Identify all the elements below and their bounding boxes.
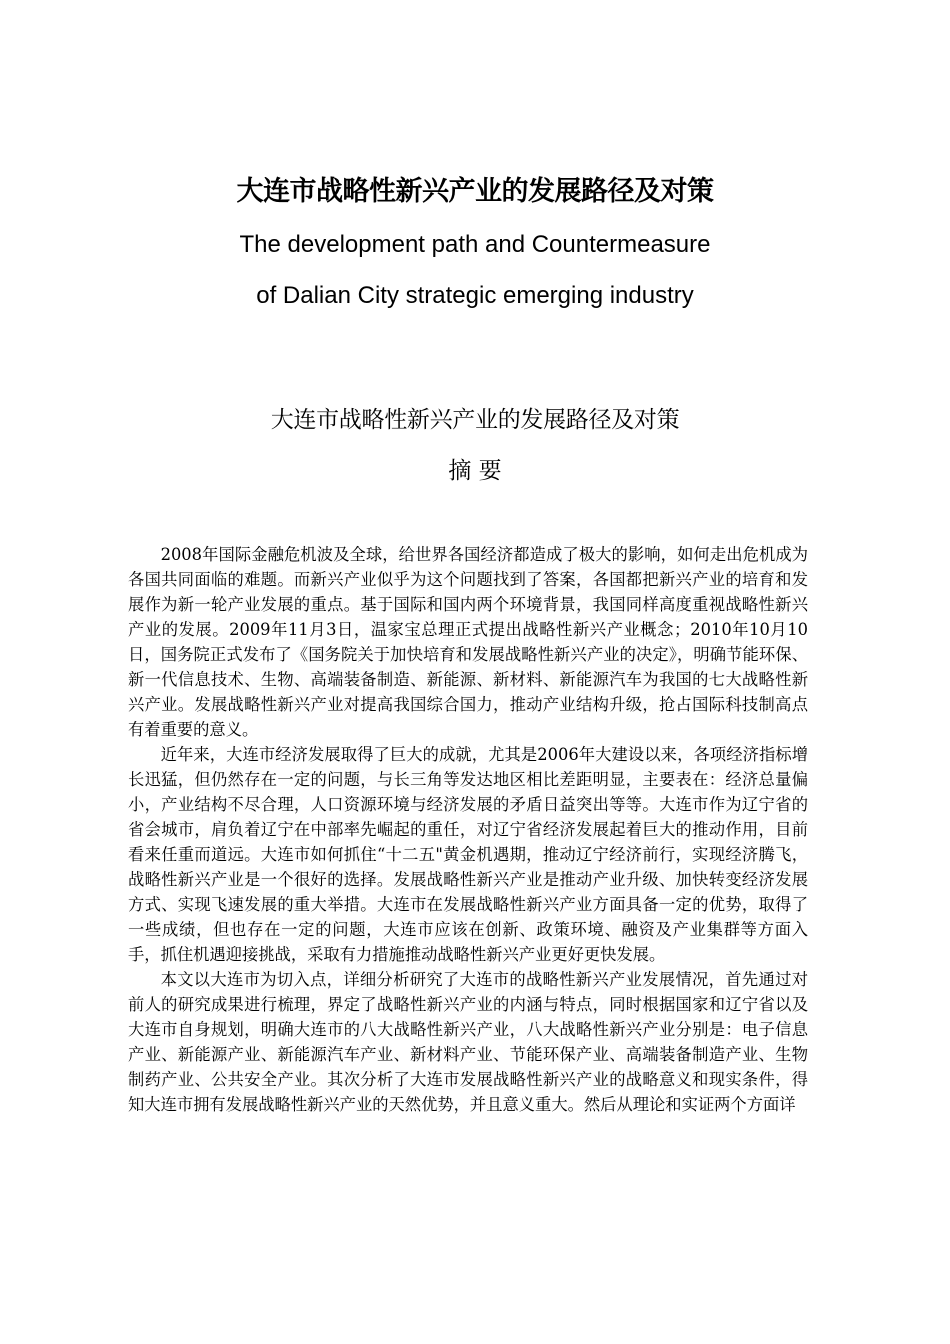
abstract-paragraph-1: 2008年国际金融危机波及全球，给世界各国经济都造成了极大的影响，如何走出危机成为各国共同面临的难题。而新兴产业似乎为这个问题找到了答案，各国都把新兴产业的培育和发展作为新一轮产业发展的重点。基于国际和国内两个环境背景，我国同样高度重视战略性新兴产业的发展。2009年11月3日，温家宝总理正式提出战略性新兴产业概念；2010年10月10日，国务院正式发布了《国务院关于加快培育和发展战略性新兴产业的决定》，明确节能环保、新一代信息技术、生物、高端装备制造、新能源、新材料、新能源汽车为我国的七大战略性新兴产业。发展战略性新兴产业对提高我国综合国力，推动产业结构升级，抢占国际科技制高点有着重要的意义。 — [128, 545, 808, 739]
abstract-heading: 摘 要 — [448, 458, 502, 484]
document-title-en-line1: The development path and Countermeasure — [239, 231, 711, 258]
document-subtitle-zh: 大连市战略性新兴产业的发展路径及对策 — [270, 407, 680, 433]
document-title-en-line2: of Dalian City strategic emerging industry — [256, 282, 694, 309]
abstract-paragraph-3: 本文以大连市为切入点，详细分析研究了大连市的战略性新兴产业发展情况，首先通过对前人的研究成果进行梳理，界定了战略性新兴产业的内涵与特点，同时根据国家和辽宁省以及大连市自身规划，明确大连市的八大战略性新兴产业，八大战略性新兴产业分别是：电子信息产业、新能源产业、新能源汽车产业、新材料产业、节能环保产业、高端装备制造产业、生物制药产业、公共安全产业。其次分析了大连市发展战略性新兴产业的战略意义和现实条件，得知大连市拥有发展战略性新兴产业的天然优势，并且意义重大。然后从理论和实证两个方面详 — [128, 970, 808, 1114]
document-title-zh: 大连市战略性新兴产业的发展路径及对策 — [236, 176, 714, 207]
abstract-paragraph-2: 近年来，大连市经济发展取得了巨大的成就，尤其是2006年大建设以来，各项经济指标增长迅猛，但仍然存在一定的问题，与长三角等发达地区相比差距明显，主要表在：经济总量偏小，产业结构不尽合理，人口资源环境与经济发展的矛盾日益突出等等。大连市作为辽宁省的省会城市，肩负着辽宁在中部率先崛起的重任，对辽宁省经济发展起着巨大的推动作用，目前看来任重而道远。大连市如何抓住“十二五"黄金机遇期，推动辽宁经济前行，实现经济腾飞，战略性新兴产业是一个很好的选择。发展战略性新兴产业是推动产业升级、加快转变经济发展方式、实现飞速发展的重大举措。大连市在发展战略性新兴产业方面具备一定的优势，取得了一些成绩，但也存在一定的问题，大连市应该在创新、政策环境、融资及产业集群等方面入手，抓住机遇迎接挑战，采取有力措施推动战略性新兴产业更好更快发展。 — [128, 745, 808, 964]
abstract-body — [128, 542, 808, 1117]
